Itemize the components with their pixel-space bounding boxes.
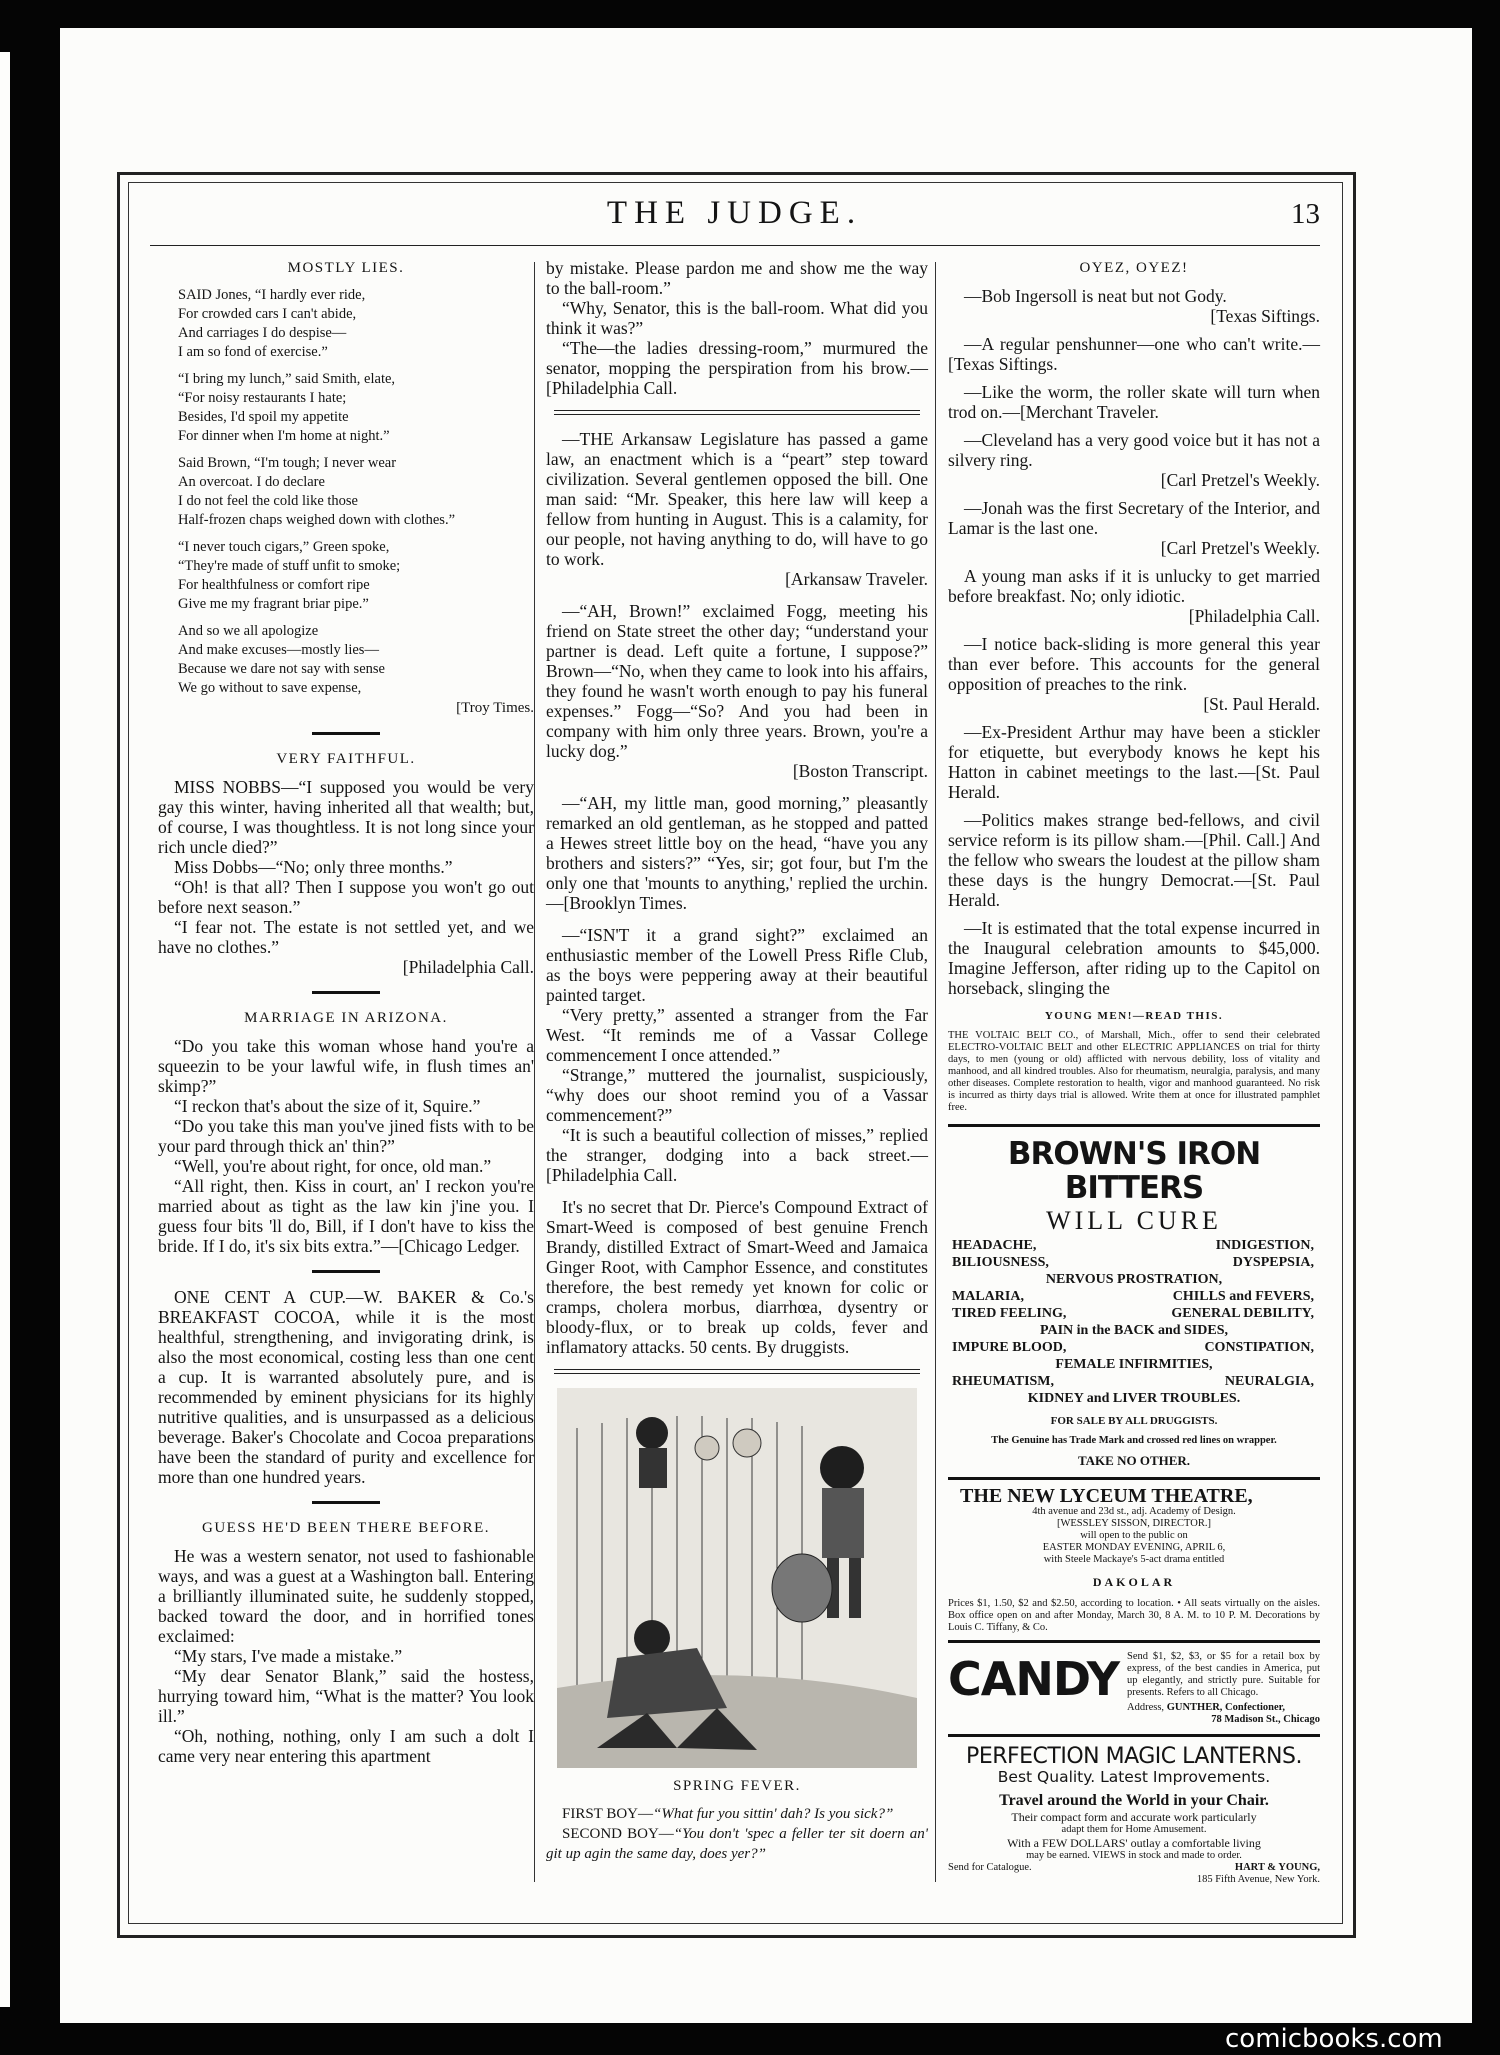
oyez-item: —I notice back-sliding is more general this year than ever before. This accounts for the general opposition of preaches to the rink.	[948, 634, 1320, 694]
ad-line: Their compact form and accurate work particularly	[1011, 1810, 1257, 1824]
ailment: TIRED FEELING,	[952, 1306, 1067, 1321]
voltaic-ad: THE VOLTAIC BELT CO., of Marshall, Mich., offer to send their celebrated ELECTRO-VOLTAIC BELT and other ELECTRIC APPLIANCES on trial for thirty days, to men (young or old) afflicted with nervous debility, loss of vitality and manhood, and all kindred troubles. Also for rheumatism, neuralgia, paralysis, and many other diseases. Complete restoration to health, vigor and manhood guaranteed. No risk is incurred as thirty days trial is allowed. Write them at once for illustrated pamphlet free.	[948, 1030, 1320, 1113]
ailment: INDIGESTION,	[1215, 1238, 1314, 1253]
source-credit: [Arkansaw Traveler.	[785, 569, 928, 589]
ad-line: 4th avenue and 23d st., adj. Academy of Design.	[1032, 1506, 1236, 1517]
source-credit: [Troy Times.	[456, 700, 534, 716]
ailment-row	[948, 1254, 1320, 1271]
article-title: VERY FAITHFUL.	[276, 751, 416, 767]
ad-headline: THE NEW LYCEUM THEATRE,	[960, 1485, 1253, 1507]
ad-text: Send $1, $2, $3, or $5 for a retail box by express, of the best candies in America, put up elegantly, and strictly pure. Suitable for presents. Refers to all Chicago.	[1127, 1651, 1320, 1698]
poem-line: For healthfulness or comfort ripe	[178, 577, 370, 593]
ad-line: with Steele Mackaye's 5-act drama entitled	[1043, 1554, 1225, 1565]
separator	[312, 1501, 380, 1504]
vendor-name: GUNTHER, Confectioner,	[1166, 1702, 1286, 1713]
separator	[554, 1369, 921, 1374]
ad-genuine-line: The Genuine has Trade Mark and crossed red lines on wrapper.	[991, 1435, 1277, 1446]
ailment: CONSTIPATION,	[1204, 1340, 1314, 1355]
ad-travel-line: Travel around the World in your Chair.	[999, 1792, 1269, 1809]
source-credit: [Boston Transcript.	[792, 761, 928, 781]
ailment: IMPURE BLOOD,	[952, 1340, 1067, 1355]
ailment-row	[948, 1322, 1320, 1339]
source-credit: [Philadelphia Call.	[1188, 606, 1320, 626]
article-guess-hed-been-there	[158, 1518, 534, 1766]
ailment-row	[948, 1288, 1320, 1305]
column-1	[158, 258, 534, 1766]
paragraph: He was a western senator, not used to fashionable ways, and was a guest at a Washington ball. Entering a brilliantly illuminated suite, he suddenly stopped, backed toward the door, and in horrified tones exclaimed:	[158, 1546, 534, 1646]
poem-line: Said Brown, “I'm tough; I never wear	[178, 455, 397, 471]
cocoa-notice: ONE CENT A CUP.—W. BAKER & Co.'s BREAKFAST COCOA, while it is the most healthful, strengthening, and invigorating drink, is also the most economical, costing less than one cent a cup. It is warranted absolutely pure, and is recommended by eminent physicians for its highly nutritive qualities, and is unsurpassed as a delicious beverage. Baker's Chocolate and Cocoa preparations have been the standard of purity and excellence for more than one hundred years.	[158, 1287, 534, 1487]
column-rule-1	[534, 262, 535, 1882]
paragraph: “Oh! is that all? Then I suppose you won't go out before next season.”	[158, 877, 534, 917]
play-title: DAKOLAR	[1092, 1575, 1176, 1589]
paragraph: “My stars, I've made a mistake.”	[174, 1646, 403, 1666]
paragraph: “Very pretty,” assented a stranger from the Far West. “It reminds me of a Vassar College commencement I once attended.”	[546, 1005, 928, 1065]
brown-item: —“AH, Brown!” exclaimed Fogg, meeting his friend on State street the other day; “understand your partner is dead. Left quite a fortune, I suppose?” Brown—“No, when they came to look into his affairs, they found he wasn't worth enough to pay his funeral expenses.” Fogg—“So? And you had been in company with him only three years. Brown, you're a lucky dog.”	[546, 601, 928, 761]
pierce-notice: It's no secret that Dr. Pierce's Compound Extract of Smart-Weed is composed of best genuine French Brandy, distilled Extract of Smart-Weed and Jamaica Ginger Root, with Camphor Essence, and constitutes therefore, the best remedy yet known for colic or cramps, cholera morbus, diarrhœa, dysentry or bloody-flux, or to break up colds, fever and inflamatory attacks. 50 cents. By druggists.	[546, 1197, 928, 1357]
ad-address	[1127, 1702, 1320, 1714]
separator	[554, 410, 921, 415]
paragraph: MISS NOBBS—“I supposed you would be very gay this winter, having inherited all that wealth; but, of course, I was thoughtless. It is not long since your rich uncle died?”	[158, 777, 534, 857]
paragraph: “The—the ladies dressing-room,” murmured the senator, mopping the perspiration from his brow.—[Philadelphia Call.	[546, 338, 928, 398]
ad-subhead: WILL CURE	[1046, 1206, 1222, 1235]
source-credit: [Carl Pretzel's Weekly.	[1160, 470, 1320, 490]
oyez-item: —Ex-President Arthur may have been a stickler for etiquette, but everybody knows he kept his Hatton in cabinet meetings to the last.—[St. Paul Herald.	[948, 722, 1320, 802]
ad-line: will open to the public on	[1080, 1530, 1188, 1541]
vendor-address: 185 Fifth Avenue, New York.	[1196, 1874, 1320, 1885]
paragraph: “I reckon that's about the size of it, Squire.”	[174, 1096, 481, 1116]
article-marriage-in-arizona	[158, 1008, 534, 1256]
magic-lanterns-ad	[948, 1737, 1320, 1886]
poem-line: Half-frozen chaps weighed down with clothes.”	[178, 512, 456, 528]
paragraph: “It is such a beautiful collection of misses,” replied the stranger, dodging into a back street.—[Philadelphia Call.	[546, 1125, 928, 1185]
oyez-item: —Politics makes strange bed-fellows, and civil service reform is its pillow sham.—[Phil. Call.] And the fellow who swears the loudest at the pillow sham these days is the hungry Democrat.—[St. Paul Herald.	[948, 810, 1320, 910]
vendor-name: HART & YOUNG,	[1234, 1862, 1320, 1873]
cartoon-caption-2	[546, 1824, 928, 1864]
article-title: GUESS HE'D BEEN THERE BEFORE.	[201, 1520, 491, 1536]
adjacent-page-edge	[0, 52, 10, 2007]
ad-subhead: Best Quality. Latest Improvements.	[997, 1768, 1271, 1786]
ad-line: may be earned. VIEWS in stock and made to order.	[1026, 1850, 1242, 1861]
ad-line: adapt them for Home Amusement.	[1061, 1824, 1207, 1835]
paragraph: “My dear Senator Blank,” said the hostess, hurrying toward him, “What is the matter? You look ill.”	[158, 1666, 534, 1726]
poem-line: I do not feel the cold like those	[178, 493, 358, 509]
ailment: KIDNEY and LIVER TROUBLES.	[1027, 1391, 1241, 1406]
masthead-rule	[150, 245, 1320, 246]
paragraph: “Oh, nothing, nothing, only I am such a dolt I came very near entering this apartment	[158, 1726, 534, 1766]
poem-line: And make excuses—mostly lies—	[178, 642, 379, 658]
candy-ad	[948, 1643, 1320, 1737]
dialogue: “You don't 'spec a feller ter sit doern an' git up agin the same day, does yer?”	[546, 1826, 928, 1862]
ailment: MALARIA,	[952, 1289, 1024, 1304]
ailment: FEMALE INFIRMITIES,	[1055, 1357, 1213, 1372]
source-credit: [Philadelphia Call.	[402, 957, 534, 977]
ad-headline: BROWN'S IRON BITTERS	[1007, 1136, 1261, 1206]
oyez-item: —Jonah was the first Secretary of the Interior, and Lamar is the last one.	[948, 498, 1320, 538]
column-2	[546, 258, 928, 1864]
oyez-item: —It is estimated that the total expense incurred in the Inaugural celebration amounts to $45,000. Imagine Jefferson, after riding up to the Capitol on horseback, slinging the	[948, 918, 1320, 998]
poem-line: “They're made of stuff unfit to smoke;	[178, 558, 401, 574]
paragraph: “Do you take this man you've jined fists with to be your pard through thick an' thin?”	[158, 1116, 534, 1156]
arkansaw-item: —THE Arkansaw Legislature has passed a game law, an enactment which is a “peart” step toward civilization. Several gentlemen opposed the bill. One man said: “Mr. Speaker, this here law will keep a fellow from hunting in August. This is a calamity, for our people, not having anything to do, will have to go to work.	[546, 429, 928, 569]
paragraph: Miss Dobbs—“No; only three months.”	[174, 857, 453, 877]
ailment: HEADACHE,	[952, 1238, 1037, 1253]
ad-line: EASTER MONDAY EVENING, APRIL 6,	[1042, 1542, 1226, 1553]
ad-headline: PERFECTION MAGIC LANTERNS.	[966, 1744, 1302, 1769]
ailment-row	[948, 1390, 1320, 1407]
separator	[312, 732, 380, 735]
ailment: BILIOUSNESS,	[952, 1255, 1049, 1270]
oyez-item: A young man asks if it is unlucky to get married before breakfast. No; only idiotic.	[948, 566, 1320, 606]
poem	[158, 286, 534, 698]
column-3	[948, 258, 1320, 1886]
ailment-row	[948, 1339, 1320, 1356]
ad-headline: CANDY	[948, 1652, 1120, 1706]
paragraph: “All right, then. Kiss in court, an' I reckon you're married about as tight as the law kin j'ine you. I guess four bits 'll do, Bill, if I don't have to kiss the bride. If I do, it's six bits extra.”—[Chicago Ledger.	[158, 1176, 534, 1256]
ailment: CHILLS and FEVERS,	[1172, 1289, 1314, 1304]
cartoon-illustration	[557, 1388, 917, 1768]
speaker: FIRST BOY—	[562, 1806, 653, 1822]
oyez-item: —Like the worm, the roller skate will turn when trod on.—[Merchant Traveler.	[948, 382, 1320, 422]
ad-line: With a FEW DOLLARS' outlay a comfortable living	[1007, 1836, 1261, 1850]
poem-line: Because we dare not say with sense	[178, 661, 385, 677]
source-credit: [Texas Siftings.	[1210, 306, 1320, 326]
paragraph: “Do you take this woman whose hand you're a squeezin to be your lawful wife, in flush times an' skimp?”	[158, 1036, 534, 1096]
ailment-row	[948, 1237, 1320, 1254]
dialogue: “What fur you sittin' dah? Is you sick?”	[653, 1806, 894, 1822]
ailment-row	[948, 1373, 1320, 1390]
article-mostly-lies	[158, 258, 534, 718]
ailment-row	[948, 1271, 1320, 1288]
poem-line: SAID Jones, “I hardly ever ride,	[178, 287, 366, 303]
page-number: 13	[1291, 198, 1320, 230]
ailment-row	[948, 1356, 1320, 1373]
source-credit: [St. Paul Herald.	[1203, 694, 1320, 714]
ailment: NEURALGIA,	[1224, 1374, 1314, 1389]
poem-line: “For noisy restaurants I hate;	[178, 390, 347, 406]
poem-line: For dinner when I'm home at night.”	[178, 428, 390, 444]
candy-ad-body	[1127, 1651, 1320, 1726]
article-very-faithful	[158, 749, 534, 977]
paragraph: by mistake. Please pardon me and show me the way to the ball-room.”	[546, 258, 928, 298]
speaker: SECOND BOY—	[562, 1826, 674, 1842]
poem-line: And carriages I do despise—	[178, 325, 347, 341]
cartoon-caption-1	[546, 1804, 928, 1824]
ailment-list	[948, 1237, 1320, 1407]
paragraph: “Why, Senator, this is the ball-room. What did you think it was?”	[546, 298, 928, 338]
oyez-item: —Cleveland has a very good voice but it has not a silvery ring.	[948, 430, 1320, 470]
ad-line: Send for Catalogue.	[948, 1862, 1032, 1873]
ailment-row	[948, 1305, 1320, 1322]
cartoon-title: SPRING FEVER.	[673, 1778, 801, 1794]
ad-line: [WESSLEY SISSON, DIRECTOR.]	[1056, 1518, 1211, 1529]
poem-line: We go without to save expense,	[178, 680, 362, 696]
article-title: OYEZ, OYEZ!	[1079, 260, 1189, 276]
poem-line: An overcoat. I do declare	[178, 474, 325, 490]
browns-iron-bitters-ad	[948, 1124, 1320, 1480]
ailment: GENERAL DEBILITY,	[1171, 1306, 1314, 1321]
ailment: DYSPEPSIA,	[1232, 1255, 1314, 1270]
poem-line: “I bring my lunch,” said Smith, elate,	[178, 371, 396, 387]
oyez-items	[948, 286, 1320, 998]
address-label: Address,	[1127, 1702, 1165, 1713]
column-rule-2	[935, 262, 936, 1882]
ad-take-line: TAKE NO OTHER.	[1077, 1453, 1191, 1468]
oyez-item: —A regular penshunner—one who can't write.—[Texas Siftings.	[948, 334, 1320, 374]
masthead: THE JUDGE.	[606, 195, 863, 231]
oyez-item: —Bob Ingersoll is neat but not Gody.	[964, 286, 1227, 306]
ailment: NERVOUS PROSTRATION,	[1045, 1272, 1223, 1287]
poem-line: I am so fond of exercise.”	[178, 344, 328, 360]
paragraph: —“ISN'T it a grand sight?” exclaimed an enthusiastic member of the Lowell Press Rifle Club, as the boys were peppering away at their beautiful painted target.	[546, 925, 928, 1005]
poem-line: And so we all apologize	[178, 623, 319, 639]
ad-sale-line: FOR SALE BY ALL DRUGGISTS.	[1050, 1415, 1218, 1427]
article-title: MOSTLY LIES.	[287, 260, 405, 276]
separator	[312, 991, 380, 994]
spring-fever-cartoon	[557, 1388, 917, 1768]
vendor-street: 78 Madison St., Chicago	[1211, 1714, 1320, 1725]
poem-line: For crowded cars I can't abide,	[178, 306, 357, 322]
lyceum-theatre-ad	[948, 1480, 1320, 1643]
little-man-item: —“AH, my little man, good morning,” pleasantly remarked an old gentleman, as he stopped and patted a Hewes street little boy on the head, “have you any brothers and sisters?” “Yes, sir; got four, but I'm the only one that 'mounts to anything,' replied the urchin.—[Brooklyn Times.	[546, 793, 928, 913]
paragraph: “Well, you're about right, for once, old man.”	[174, 1156, 492, 1176]
separator	[312, 1270, 380, 1273]
article-title: MARRIAGE IN ARIZONA.	[244, 1010, 448, 1026]
voltaic-headline: YOUNG MEN!—READ THIS.	[1044, 1010, 1224, 1022]
poem-line: Give me my fragrant briar pipe.”	[178, 596, 369, 612]
watermark-credit: comicbooks.com	[1225, 2024, 1443, 2054]
ailment: PAIN in the BACK and SIDES,	[1039, 1323, 1228, 1338]
paragraph: “I fear not. The estate is not settled yet, and we have no clothes.”	[158, 917, 534, 957]
paragraph: “Strange,” muttered the journalist, suspiciously, “why does our shoot remind you of a Vassar commencement?”	[546, 1065, 928, 1125]
ad-prices: Prices $1, 1.50, $2 and $2.50, according to location. • All seats virtually on the aisles. Box office open on and after Monday, March 30, 8 A. M. to 10 P. M. Decorations by Louis C. Tiffany, & Co.	[948, 1598, 1320, 1633]
ailment: RHEUMATISM,	[952, 1374, 1055, 1389]
poem-line: Besides, I'd spoil my appetite	[178, 409, 349, 425]
source-credit: [Carl Pretzel's Weekly.	[1160, 538, 1320, 558]
ad-footer	[948, 1862, 1320, 1874]
poem-line: “I never touch cigars,” Green spoke,	[178, 539, 390, 555]
